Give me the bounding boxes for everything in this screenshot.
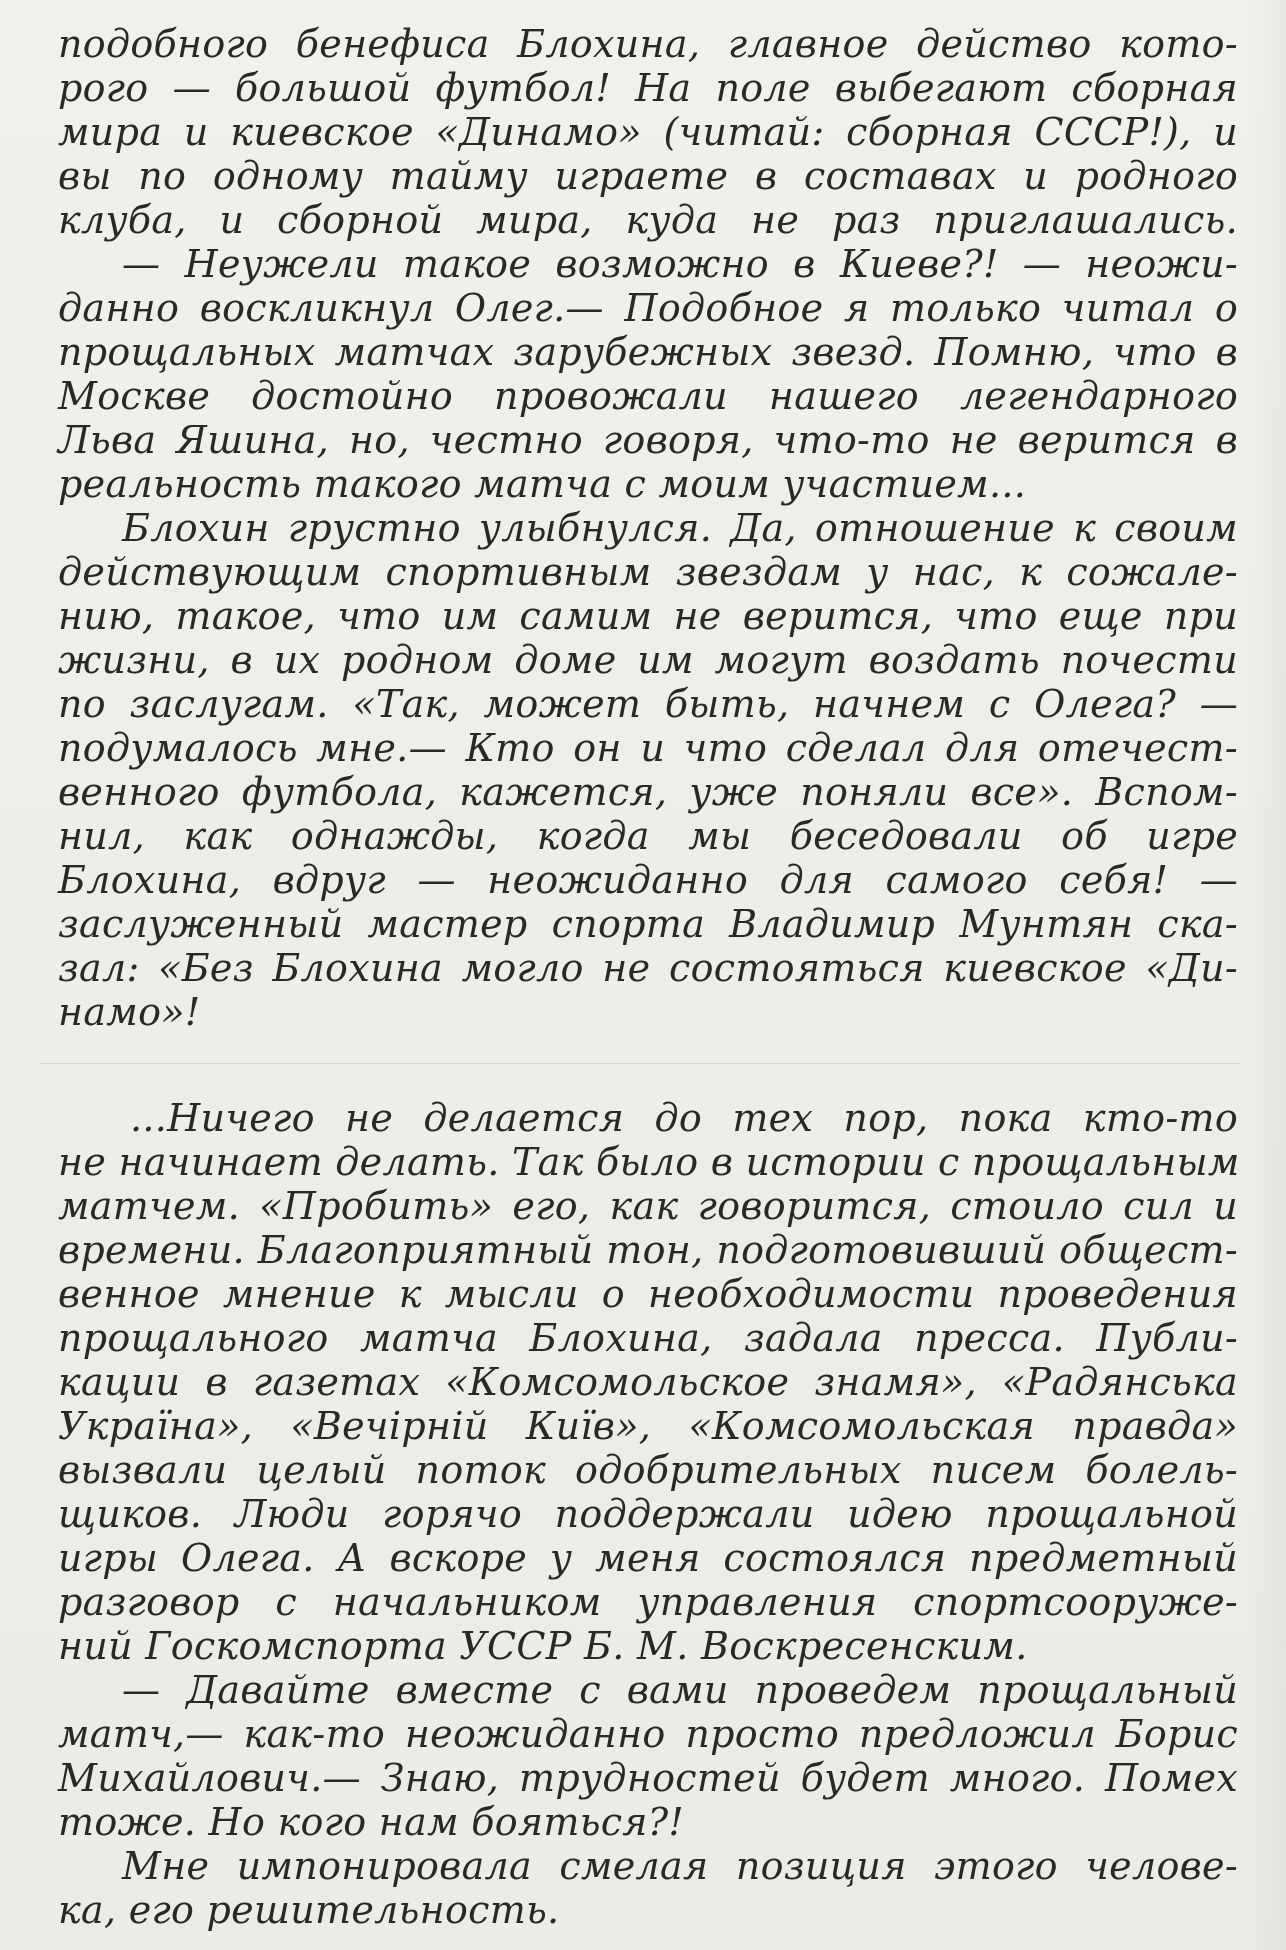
page-edge-shadow [1246, 0, 1286, 1950]
text-line: венное мнение к мысли о необходимости проведения [58, 1272, 1238, 1316]
text-line: не начинает делать. Так было в истории с прощальным [58, 1140, 1240, 1184]
text-line: матчем. «Пробить» его, как говорится, стоило сил и [58, 1184, 1238, 1228]
text-line: венного футбола, кажется, уже поняли все». Вспом- [58, 770, 1238, 814]
section-divider [40, 1063, 1240, 1064]
text-line: — Давайте вместе с вами проведем прощальный [122, 1668, 1238, 1712]
text-line: вы по одному тайму играете в составах и родного [58, 154, 1238, 198]
text-line: подумалось мне.— Кто он и что сделал для отечест- [58, 726, 1238, 770]
text-line: Україна», «Вечірній Київ», «Комсомольская правда» [58, 1404, 1238, 1448]
text-line: данно воскликнул Олег.— Подобное я только читал о [58, 286, 1238, 330]
text-line: намо»! [58, 990, 201, 1034]
text-line: Москве достойно провожали нашего легендарного [58, 374, 1238, 418]
text-line: кации в газетах «Комсомольское знамя», «Радянська [58, 1360, 1238, 1404]
text-line: щиков. Люди горячо поддержали идею прощальной [58, 1492, 1238, 1536]
text-line: матч,— как-то неожиданно просто предложил Борис [58, 1712, 1238, 1756]
text-line: клуба, и сборной мира, куда не раз приглашались. [58, 198, 1238, 242]
text-line: прощального матча Блохина, задала пресса. Публи- [58, 1316, 1238, 1360]
text-line: заслуженный мастер спорта Владимир Мунтян ска- [58, 902, 1238, 946]
text-line: Блохина, вдруг — неожиданно для самого себя! — [58, 858, 1238, 902]
text-line: Блохин грустно улыбнулся. Да, отношение к своим [122, 506, 1238, 550]
text-line: вызвали целый поток одобрительных писем болель- [58, 1448, 1238, 1492]
text-line: Михайлович.— Знаю, трудностей будет много. Помех [58, 1756, 1238, 1800]
text-line: тоже. Но кого нам бояться?! [58, 1800, 684, 1844]
text-line: действующим спортивным звездам у нас, к сожале- [58, 550, 1238, 594]
text-section-2 [58, 1096, 1238, 1932]
text-line: мира и киевское «Динамо» (читай: сборная СССР!), и [58, 110, 1238, 154]
text-line: Льва Яшина, но, честно говоря, что-то не верится в [58, 418, 1238, 462]
text-line: ...Ничего не делается до тех пор, пока кто-то [130, 1096, 1238, 1140]
text-line: разговор с начальником управления спортсооруже- [58, 1580, 1238, 1624]
text-line: реальность такого матча с моим участием... [58, 462, 1027, 506]
text-line: нил, как однажды, когда мы беседовали об игре [58, 814, 1238, 858]
text-line: ка, его решительность. [58, 1888, 560, 1932]
text-line: Мне импонировала смелая позиция этого челове- [122, 1844, 1238, 1888]
text-line: жизни, в их родном доме им могут воздать почести [58, 638, 1238, 682]
text-line: подобного бенефиса Блохина, главное действо кото- [58, 22, 1238, 66]
text-line: зал: «Без Блохина могло не состояться киевское «Ди- [58, 946, 1238, 990]
text-line: игры Олега. А вскоре у меня состоялся предметный [58, 1536, 1238, 1580]
text-line: нию, такое, что им самим не верится, что еще при [58, 594, 1238, 638]
text-line: времени. Благоприятный тон, подготовивший общест- [58, 1228, 1238, 1272]
text-line: — Неужели такое возможно в Киеве?! — неожи- [122, 242, 1238, 286]
text-line: ний Госкомспорта УССР Б. М. Воскресенским. [58, 1624, 1028, 1668]
text-section-1 [58, 22, 1238, 1034]
text-line: рого — большой футбол! На поле выбегают сборная [58, 66, 1238, 110]
text-line: прощальных матчах зарубежных звезд. Помню, что в [58, 330, 1238, 374]
text-line: по заслугам. «Так, может быть, начнем с Олега? — [58, 682, 1238, 726]
